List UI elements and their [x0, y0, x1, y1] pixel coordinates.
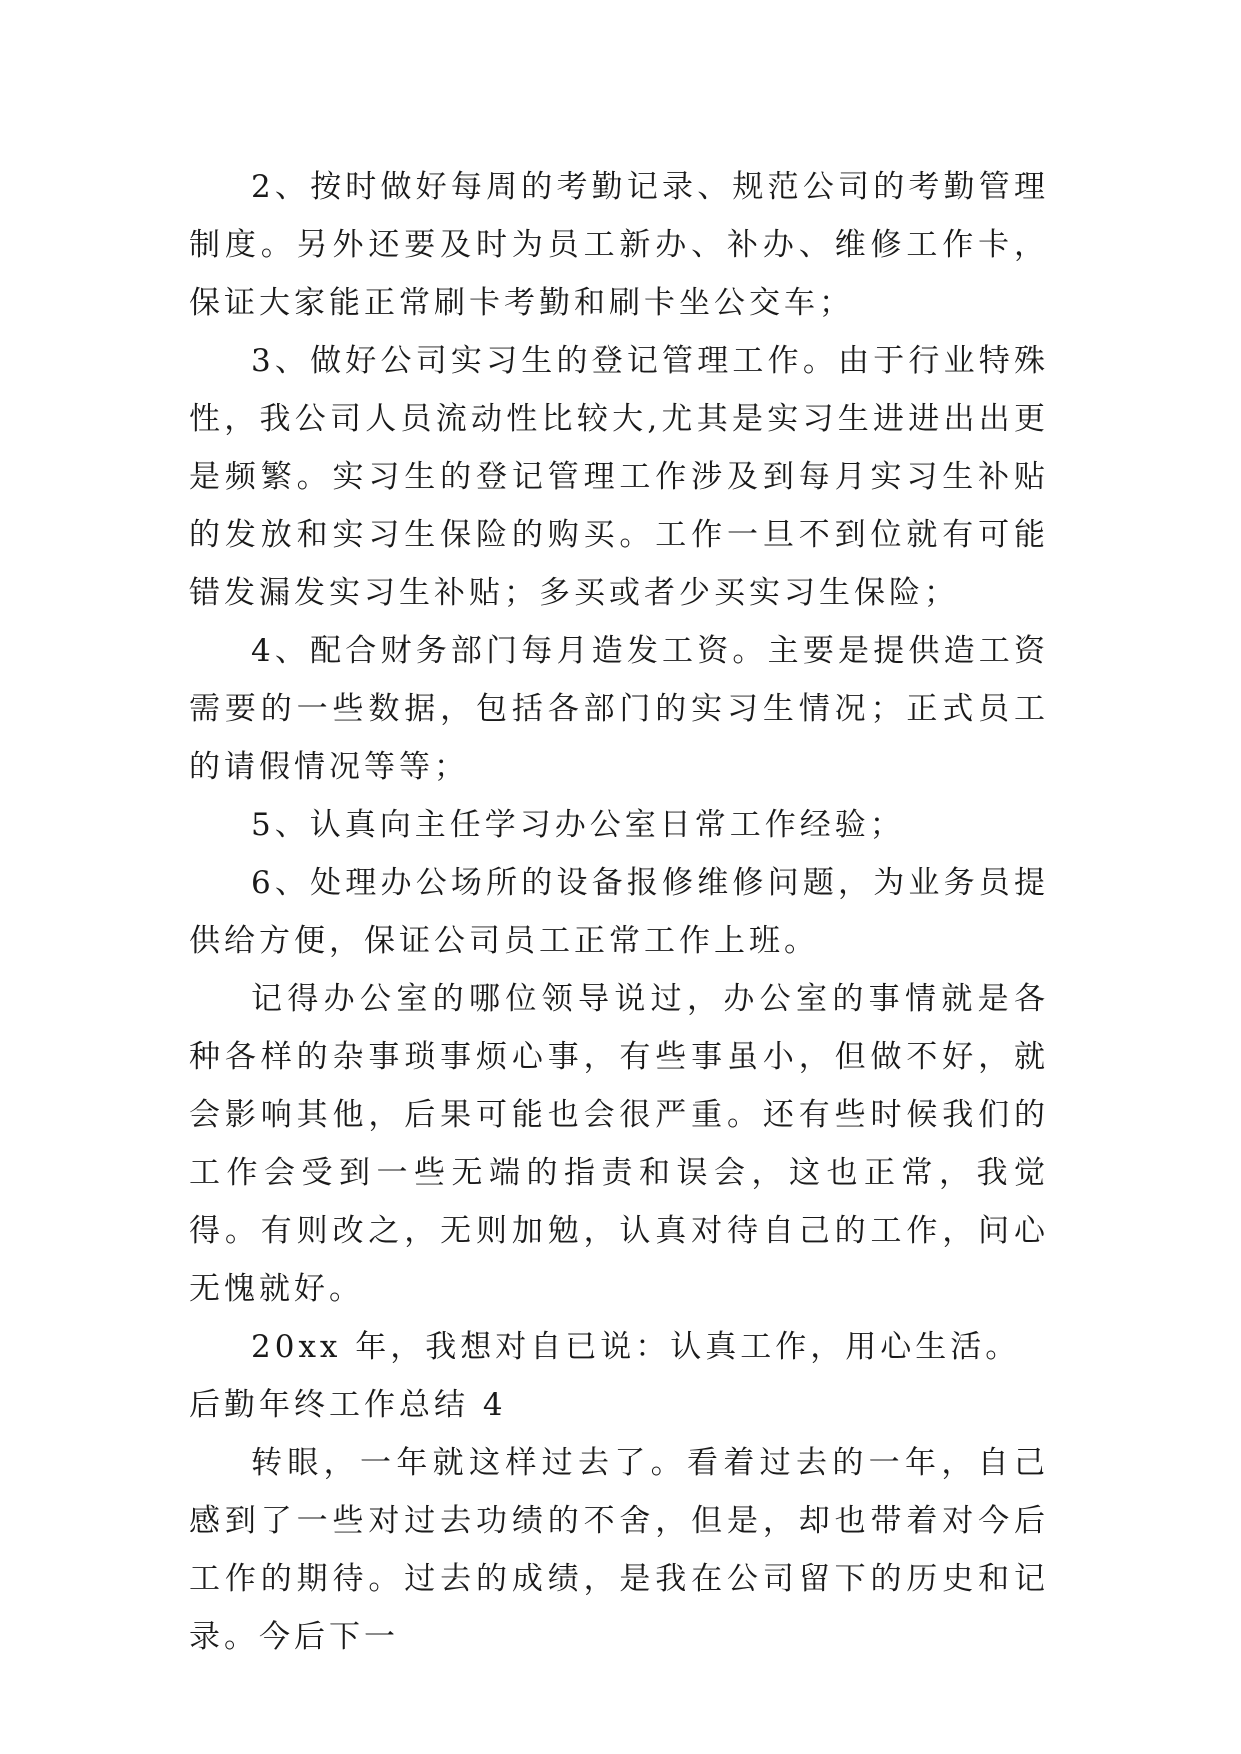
paragraph-item-4: 4、配合财务部门每月造发工资。主要是提供造工资需要的一些数据，包括各部门的实习生情况；正式员工的请假情况等等；	[189, 633, 1049, 785]
document-body	[189, 158, 1049, 1666]
paragraph-item-2: 2、按时做好每周的考勤记录、规范公司的考勤管理制度。另外还要及时为员工新办、补办、维修工作卡，保证大家能正常刷卡考勤和刷卡坐公交车；	[189, 169, 1049, 321]
paragraph-resolution: 20xx 年，我想对自已说：认真工作，用心生活。	[251, 1329, 1021, 1365]
paragraph-intro: 转眼，一年就这样过去了。看着过去的一年，自己感到了一些对过去功绩的不舍，但是，却也带着对今后工作的期待。过去的成绩，是我在公司留下的历史和记录。今后下一	[189, 1445, 1049, 1655]
paragraph-reflection: 记得办公室的哪位领导说过，办公室的事情就是各种各样的杂事琐事烦心事，有些事虽小，但做不好，就会影响其他，后果可能也会很严重。还有些时候我们的工作会受到一些无端的指责和误会，这也正常，我觉得。有则改之，无则加勉，认真对待自己的工作，问心无愧就好。	[189, 981, 1049, 1307]
paragraph-item-6: 6、处理办公场所的设备报修维修问题，为业务员提供给方便，保证公司员工正常工作上班。	[189, 865, 1049, 959]
paragraph-item-3: 3、做好公司实习生的登记管理工作。由于行业特殊性，我公司人员流动性比较大,尤其是实习生进进出出更是频繁。实习生的登记管理工作涉及到每月实习生补贴的发放和实习生保险的购买。工作一旦不到位就有可能错发漏发实习生补贴；多买或者少买实习生保险；	[189, 343, 1049, 611]
paragraph-item-5: 5、认真向主任学习办公室日常工作经验；	[251, 807, 905, 843]
section-heading: 后勤年终工作总结 4	[189, 1387, 507, 1423]
